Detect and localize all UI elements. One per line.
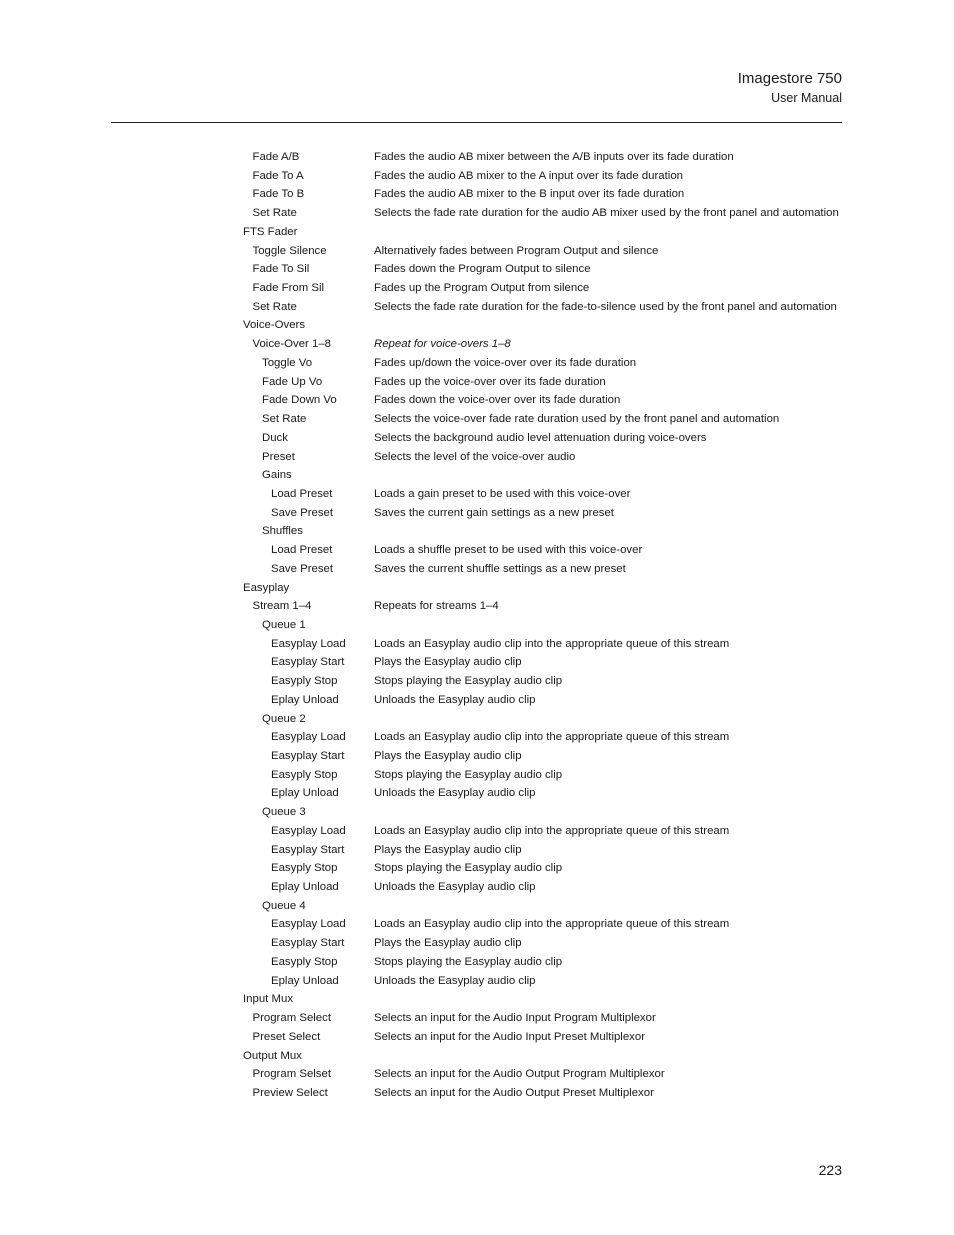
- row-term: Fade A/B: [252, 151, 300, 163]
- row-description: Stops playing the Easyplay audio clip: [374, 862, 563, 875]
- table-row: [243, 298, 863, 317]
- row-description: Loads an Easyplay audio clip into the appropriate queue of this stream: [374, 731, 730, 744]
- row-term: Easyply Stop: [271, 862, 338, 875]
- row-term: Duck: [262, 431, 288, 444]
- table-row: [243, 1009, 863, 1028]
- table-row: [243, 485, 863, 504]
- table-row: [243, 597, 863, 616]
- row-term: Easyplay: [243, 581, 290, 594]
- document-subtitle: User Manual: [771, 91, 842, 105]
- table-row: [243, 803, 863, 822]
- row-term: Toggle Silence: [252, 244, 327, 257]
- table-row: [243, 167, 863, 186]
- row-term: Toggle Vo: [262, 356, 313, 369]
- row-description: Fades up the Program Output from silence: [374, 282, 590, 295]
- table-row: [243, 410, 863, 429]
- row-term: Voice-Overs: [243, 319, 306, 332]
- row-description: Selects an input for the Audio Output Program Multiplexor: [374, 1068, 665, 1081]
- table-row: [243, 522, 863, 541]
- table-row: [243, 878, 863, 897]
- table-row: [243, 185, 863, 204]
- row-description: Fades up the voice-over over its fade duration: [374, 375, 606, 388]
- table-row: [243, 204, 863, 223]
- row-term: Load Preset: [271, 544, 333, 557]
- table-row: [243, 260, 863, 279]
- row-description: Loads an Easyplay audio clip into the appropriate queue of this stream: [374, 824, 730, 837]
- row-description: Stops playing the Easyplay audio clip: [374, 955, 563, 968]
- table-row: [243, 635, 863, 654]
- table-row: [243, 859, 863, 878]
- row-term: Stream 1–4: [252, 600, 312, 613]
- row-description: Selects the voice-over fade rate duration used by the front panel and automation: [374, 413, 780, 426]
- row-term: Gains: [262, 469, 292, 482]
- table-row: [243, 616, 863, 635]
- row-term: Set Rate: [252, 300, 297, 313]
- row-term: Shuffles: [262, 525, 303, 538]
- table-row: [243, 672, 863, 691]
- table-row: [243, 934, 863, 953]
- table-row: [243, 560, 863, 579]
- row-term: Queue 3: [262, 806, 306, 819]
- row-description: Selects an input for the Audio Input Program Multiplexor: [374, 1012, 656, 1025]
- row-term: Easyply Stop: [271, 955, 338, 968]
- row-description: Alternatively fades between Program Output and silence: [374, 244, 659, 257]
- table-row: [243, 279, 863, 298]
- row-description: Fades down the Program Output to silence: [374, 263, 591, 276]
- row-term: Easyply Stop: [271, 768, 338, 781]
- row-term: Easyplay Start: [271, 750, 345, 762]
- table-row: [243, 1084, 863, 1103]
- row-description: Selects the fade rate duration for the audio AB mixer used by the front panel and automation: [374, 207, 839, 220]
- row-term: Fade To B: [252, 188, 305, 201]
- row-description: Loads an Easyplay audio clip into the appropriate queue of this stream: [374, 637, 730, 650]
- row-description: Loads an Easyplay audio clip into the appropriate queue of this stream: [374, 918, 730, 931]
- row-term: Set Rate: [252, 207, 297, 220]
- row-description: Loads a gain preset to be used with this voice-over: [374, 487, 631, 500]
- row-term: Fade To Sil: [252, 263, 310, 276]
- row-term: Save Preset: [271, 506, 334, 519]
- row-description: Fades the audio AB mixer between the A/B inputs over its fade duration: [374, 151, 734, 163]
- row-description: Selects an input for the Audio Input Preset Multiplexor: [374, 1030, 645, 1043]
- row-description: Unloads the Easyplay audio clip: [374, 974, 536, 987]
- row-description: Loads a shuffle preset to be used with this voice-over: [374, 544, 643, 557]
- table-row: [243, 766, 863, 785]
- row-description: Plays the Easyplay audio clip: [374, 750, 522, 762]
- row-description: Stops playing the Easyplay audio clip: [374, 675, 563, 688]
- table-row: [243, 504, 863, 523]
- row-term: Easyply Stop: [271, 675, 338, 688]
- row-description: Plays the Easyplay audio clip: [374, 843, 522, 856]
- row-term: Queue 4: [262, 899, 306, 912]
- table-row: [243, 841, 863, 860]
- row-term: Easyplay Load: [271, 824, 346, 837]
- row-term: Fade From Sil: [252, 282, 325, 295]
- row-term: Preset Select: [252, 1030, 321, 1043]
- row-description: Unloads the Easyplay audio clip: [374, 787, 536, 800]
- row-description: Unloads the Easyplay audio clip: [374, 693, 536, 706]
- row-term: Easyplay Start: [271, 656, 345, 669]
- table-row: [243, 1047, 863, 1066]
- row-term: Queue 1: [262, 618, 306, 631]
- header-divider: [111, 122, 842, 123]
- table-row: [243, 373, 863, 392]
- table-row: [243, 972, 863, 991]
- row-description: Selects the background audio level attenuation during voice-overs: [374, 431, 707, 444]
- row-term: Save Preset: [271, 562, 334, 575]
- table-row: [243, 354, 863, 373]
- document-title: Imagestore 750: [737, 70, 842, 87]
- table-row: [243, 822, 863, 841]
- row-description: Plays the Easyplay audio clip: [374, 656, 522, 669]
- row-description: Repeats for streams 1–4: [374, 600, 499, 613]
- row-term: Eplay Unload: [271, 787, 339, 800]
- row-description: Fades the audio AB mixer to the B input over its fade duration: [374, 188, 685, 201]
- row-term: Queue 2: [262, 712, 306, 725]
- command-table: [243, 148, 863, 1103]
- table-row: [243, 653, 863, 672]
- row-description: Saves the current gain settings as a new preset: [374, 506, 614, 519]
- row-term: Easyplay Load: [271, 918, 346, 931]
- row-term: Voice-Over 1–8: [252, 338, 332, 351]
- table-row: [243, 316, 863, 335]
- table-row: [243, 335, 863, 354]
- table-row: [243, 728, 863, 747]
- table-row: [243, 953, 863, 972]
- table-row: [243, 990, 863, 1009]
- table-row: [243, 915, 863, 934]
- row-description: Plays the Easyplay audio clip: [374, 937, 522, 950]
- row-description: Selects the level of the voice-over audio: [374, 450, 576, 463]
- table-row: [243, 466, 863, 485]
- row-description: Unloads the Easyplay audio clip: [374, 881, 536, 894]
- table-row: [243, 223, 863, 242]
- row-term: Program Selset: [252, 1068, 331, 1081]
- row-term: Easyplay Start: [271, 843, 345, 856]
- table-row: [243, 429, 863, 448]
- row-term: Load Preset: [271, 487, 333, 500]
- table-row: [243, 448, 863, 467]
- row-term: Easyplay Load: [271, 637, 346, 650]
- table-row: [243, 691, 863, 710]
- row-description: Saves the current shuffle settings as a new preset: [374, 562, 626, 575]
- row-term: Eplay Unload: [271, 693, 339, 706]
- row-description: Stops playing the Easyplay audio clip: [374, 768, 563, 781]
- table-row: [243, 747, 863, 766]
- row-term: Easyplay Start: [271, 937, 345, 950]
- row-description: Fades up/down the voice-over over its fade duration: [374, 356, 637, 369]
- row-term: Easyplay Load: [271, 731, 346, 744]
- table-row: [243, 541, 863, 560]
- table-row: [243, 784, 863, 803]
- row-term: Eplay Unload: [271, 974, 339, 987]
- row-term: Output Mux: [243, 1049, 302, 1062]
- row-term: Fade Down Vo: [262, 394, 337, 407]
- table-row: [243, 710, 863, 729]
- table-row: [243, 579, 863, 598]
- row-term: Fade Up Vo: [262, 375, 323, 388]
- table-row: [243, 391, 863, 410]
- table-row: [243, 242, 863, 261]
- row-term: Set Rate: [262, 413, 307, 426]
- row-term: Eplay Unload: [271, 881, 339, 894]
- row-description: Fades the audio AB mixer to the A input over its fade duration: [374, 169, 684, 182]
- row-description: Selects an input for the Audio Output Preset Multiplexor: [374, 1086, 654, 1099]
- row-term: Preview Select: [252, 1086, 328, 1099]
- page-number: 223: [818, 1162, 842, 1178]
- row-term: Program Select: [252, 1012, 331, 1025]
- row-description: Repeat for voice-overs 1–8: [374, 338, 511, 351]
- row-description: Selects the fade rate duration for the fade-to-silence used by the front panel and automation: [374, 300, 837, 313]
- table-row: [243, 1028, 863, 1047]
- table-row: [243, 1065, 863, 1084]
- row-term: FTS Fader: [243, 225, 298, 238]
- table-row: [243, 148, 863, 167]
- row-term: Fade To A: [252, 169, 304, 182]
- row-description: Fades down the voice-over over its fade duration: [374, 394, 621, 407]
- row-term: Preset: [262, 450, 295, 463]
- table-row: [243, 897, 863, 916]
- row-term: Input Mux: [243, 993, 294, 1006]
